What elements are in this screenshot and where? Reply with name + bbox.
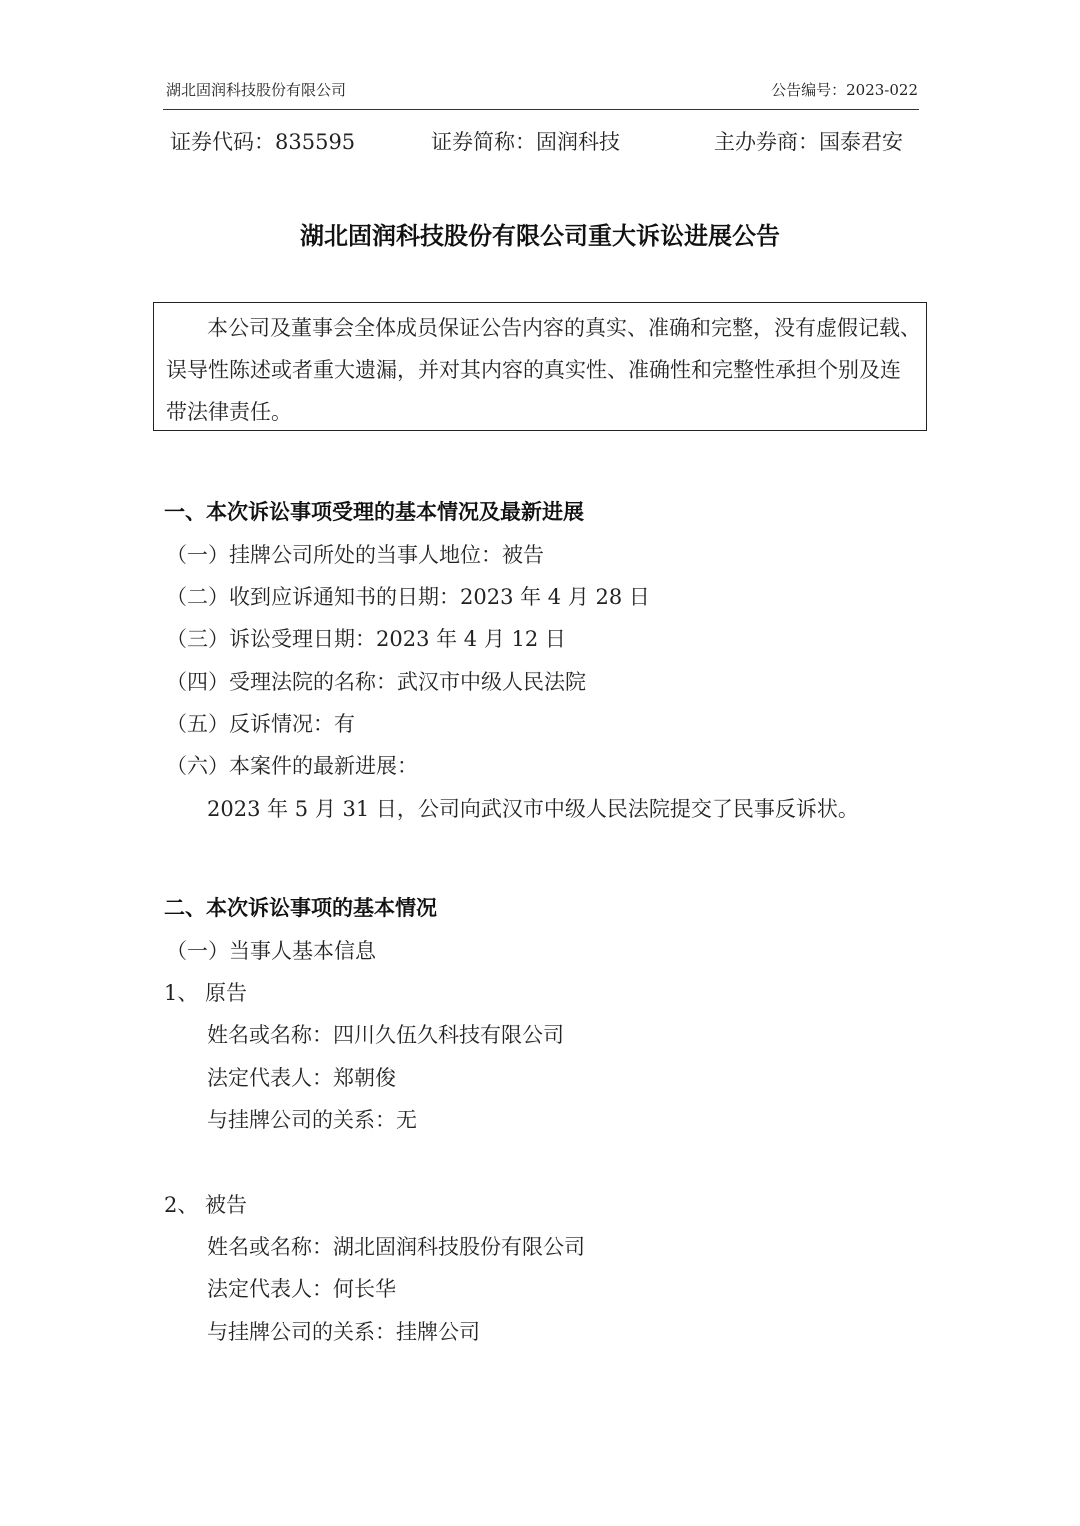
plaintiff-name: 姓名或名称：四川久伍久科技有限公司 <box>207 1023 564 1047</box>
plaintiff-label: 1、 原告 <box>164 981 248 1005</box>
latest-progress: 2023 年 5 月 31 日，公司向武汉市中级人民法院提交了民事反诉状。 <box>207 797 859 821</box>
security-code: 证券代码：835595 <box>170 130 356 154</box>
header-company: 湖北固润科技股份有限公司 <box>166 81 347 99</box>
announcement-number: 公告编号：2023-022 <box>771 81 918 99</box>
notice-line-3: 带法律责任。 <box>166 400 292 424</box>
section2-heading: 二、本次诉讼事项的基本情况 <box>164 895 437 920</box>
defendant-relation: 与挂牌公司的关系：挂牌公司 <box>207 1320 480 1344</box>
header-rule <box>163 109 919 110</box>
parties-subheading: （一）当事人基本信息 <box>166 939 376 963</box>
section1-heading: 一、本次诉讼事项受理的基本情况及最新进展 <box>164 499 584 524</box>
section1-item-2: （二）收到应诉通知书的日期：2023 年 4 月 28 日 <box>166 585 650 609</box>
sponsor-broker: 主办券商：国泰君安 <box>714 130 903 154</box>
document-title: 湖北固润科技股份有限公司重大诉讼进展公告 <box>300 221 780 250</box>
plaintiff-relation: 与挂牌公司的关系：无 <box>207 1108 417 1132</box>
section1-item-5: （五）反诉情况：有 <box>166 712 355 736</box>
defendant-label: 2、 被告 <box>164 1193 248 1217</box>
section1-item-4: （四）受理法院的名称：武汉市中级人民法院 <box>166 670 586 694</box>
section1-item-1: （一）挂牌公司所处的当事人地位：被告 <box>166 543 544 567</box>
section1-item-6: （六）本案件的最新进展： <box>166 754 418 778</box>
plaintiff-representative: 法定代表人：郑朝俊 <box>207 1066 396 1090</box>
defendant-name: 姓名或名称：湖北固润科技股份有限公司 <box>207 1235 585 1259</box>
security-short-name: 证券简称：固润科技 <box>431 130 620 154</box>
notice-line-2: 误导性陈述或者重大遗漏，并对其内容的真实性、准确性和完整性承担个别及连 <box>166 358 901 382</box>
notice-line-1: 本公司及董事会全体成员保证公告内容的真实、准确和完整，没有虚假记载、 <box>207 316 921 340</box>
defendant-representative: 法定代表人：何长华 <box>207 1277 396 1301</box>
section1-item-3: （三）诉讼受理日期：2023 年 4 月 12 日 <box>166 627 566 651</box>
